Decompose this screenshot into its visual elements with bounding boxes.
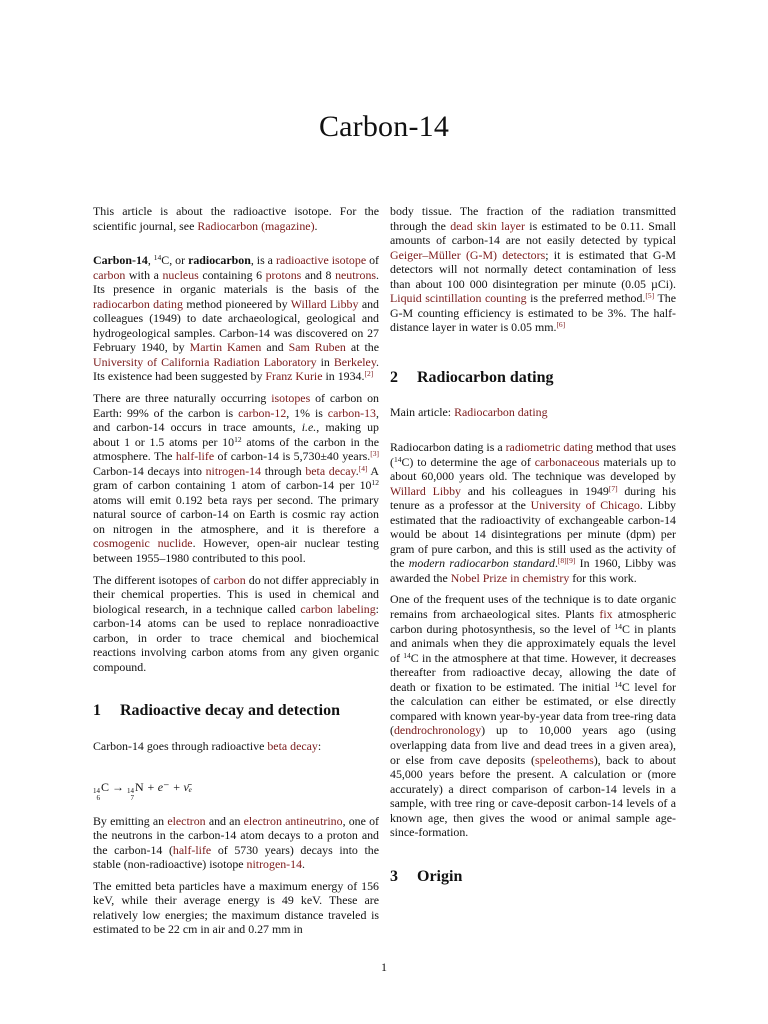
link-uc-radiation-lab[interactable]: University of California Radiation Laboratory [93,354,317,369]
link-nitrogen-14[interactable]: nitrogen-14 [205,463,262,478]
link-carbon-12[interactable]: carbon-12 [238,405,287,420]
dating-paragraph: Radiocarbon dating is a radiometric dating method that uses ($^{14}$C) to determine the age of carbonaceous materials up to about 60,000 years old. The technique was developed by Willard Libby and his colleagues in 1949[7] during his tenure as a professor at the University of Chicago. Libby estimated that the radioactivity of exchangeable carbon-14 would be about 14 disintegrations per minute (dpm) per gram of pure carbon, and this is still used as the activity of the modern radiocarbon standard.[8][9] In 1960, Libby was awarded the Nobel Prize in chemistry for this work. [390,440,677,585]
ref-3[interactable]: [3] [370,449,379,459]
detection-paragraph: body tissue. The fraction of the radiation transmitted through the dead skin layer is estimated to be 0.11. Small amounts of carbon-14 are not easily detected by typical Geiger–Müller (G-M) detectors; it is estimated that G-M detectors will not normally detect contamination of less than about 100 000 disintegration per minute (0.05 µCi). Liquid scintillation counting is the preferred method.[5] The G-M counting efficiency is estimated to be 3%. The half-distance layer in water is 0.05 mm.[6] [390,204,677,335]
link-carbon-labeling[interactable]: carbon labeling [300,601,376,616]
link-speleothems[interactable]: speleothems [534,752,594,767]
link-carbon[interactable]: carbon [93,267,126,282]
link-nitrogen-14-2[interactable]: nitrogen-14 [246,857,303,872]
link-isotopes[interactable]: isotopes [271,391,311,406]
ref-8[interactable]: [8] [557,556,567,566]
link-radiocarbon-magazine[interactable]: Radiocarbon (magazine) [197,218,315,233]
ref-4[interactable]: [4] [358,463,368,473]
link-carbon-2[interactable]: carbon [213,572,246,587]
link-sam-ruben[interactable]: Sam Ruben [288,340,346,355]
link-cosmogenic-nuclide[interactable]: cosmogenic nuclide [93,536,193,551]
link-fix[interactable]: fix [599,607,613,622]
link-carbonaceous[interactable]: carbonaceous [534,454,600,469]
link-liquid-scintillation[interactable]: Liquid scintillation counting [390,291,527,306]
link-protons[interactable]: protons [265,267,302,282]
ref-6[interactable]: [6] [556,320,566,330]
labeling-paragraph: The different isotopes of carbon do not differ appreciably in their chemical properties. This is used in chemical and biological research, in a technique called carbon labeling: carbon-14 atoms can be used to replace nonradioactive carbon, in order to trace chemical and biochemical reactions involving carbon atoms from any given organic compound. [93,572,379,674]
link-nucleus[interactable]: nucleus [162,267,199,282]
emission-paragraph: By emitting an electron and an electron antineutrino, one of the neutrons in the carbon-14 atom decays to a proton and the carbon-14 (half-life of 5730 years) decays into the stable (non-radioactive) isotope nitrogen-14. [93,813,379,872]
link-electron-antineutrino[interactable]: electron antineutrino [243,813,343,828]
hatnote: This article is about the radioactive isotope. For the scientific journal, see Radiocarbon (magazine). [93,204,379,233]
link-electron[interactable]: electron [167,813,206,828]
link-carbon-13[interactable]: carbon-13 [327,405,376,420]
left-column [93,204,379,944]
section-1-heading: 1 Radioactive decay and detection [93,702,340,720]
link-berkeley[interactable]: Berkeley [333,354,377,369]
ref-5[interactable]: [5] [645,291,655,301]
intro-paragraph: Carbon-14, $^{14}$C, or radiocarbon, is a radioactive isotope of carbon with a nucleus containing 6 protons and 8 neutrons. Its presence in organic materials is the basis of the radiocarbon dating method pioneered by Willard Libby and colleagues (1949) to date archaeological, geological and hydrogeological samples. Carbon-14 was discovered on 27 February 1940, by Martin Kamen and Sam Ruben at the University of California Radiation Laboratory in Berkeley. Its existence had been suggested by Franz Kurie in 1934.[2] [93,253,379,384]
link-univ-chicago[interactable]: University of Chicago [530,498,640,513]
link-nobel-chemistry[interactable]: Nobel Prize in chemistry [450,570,570,585]
link-radiometric-dating[interactable]: radiometric dating [505,440,594,455]
page-title: Carbon-14 [318,110,450,143]
link-willard-libby[interactable]: Willard Libby [290,296,359,311]
energy-paragraph: The emitted beta particles have a maximum energy of 156 keV, while their average energy is 49 keV. These are relatively low energies; the maximum distance traveled is estimated to be 22 cm in air and 0.27 mm in [93,878,379,937]
link-neutrons[interactable]: neutrons [335,267,377,282]
decay-formula: 14 6 C → 14 7 N + e⁻ + ν̄ₑ [93,779,193,802]
link-franz-kurie[interactable]: Franz Kurie [265,369,323,384]
ref-2[interactable]: [2] [364,369,374,379]
link-martin-kamen[interactable]: Martin Kamen [189,340,262,355]
link-dead-skin-layer[interactable]: dead skin layer [450,218,525,233]
ref-9[interactable]: [9] [566,556,576,566]
isotopes-paragraph: There are three naturally occurring isotopes of carbon on Earth: 99% of the carbon is carbon-12, 1% is carbon-13, and carbon-14 occurs in trace amounts, i.e., making up about 1 or 1.5 atoms per $10^{12}$ atoms of the carbon in the atmosphere. The half-life of carbon-14 is 5,730±40 years.[3] Carbon-14 decays into nitrogen-14 through beta decay.[4] A gram of carbon containing 1 atom of carbon-14 per $10^{12}$ atoms will emit 0.192 beta rays per second. The primary natural source of carbon-14 on Earth is cosmic ray action on nitrogen in the atmosphere, and it is therefore a cosmogenic nuclide. However, open-air nuclear testing between 1955–1980 contributed to this pool. [93,391,380,566]
link-beta-decay-2[interactable]: beta decay [267,738,318,753]
main-article-note: Main article: Radiocarbon dating [390,405,548,420]
link-beta-decay[interactable]: beta decay [305,463,356,478]
link-willard-libby-2[interactable]: Willard Libby [390,483,461,498]
link-radiocarbon-dating[interactable]: radiocarbon dating [93,296,183,311]
technique-paragraph: One of the frequent uses of the technique is to date organic remains from archaeological sites. Plants fix atmospheric carbon during photosynthesis, so the level of $^{14}$C in plants and animals when they die approximately equals the level of $^{14}$C in the atmosphere at that time. However, it decreases thereafter from radioactive decay, allowing the date of death or fixation to be estimated. The initial $^{14}$C level for the calculation can either be estimated, or else directly compared with known year-by-year data from tree-ring data (dendrochronology) up to 10,000 years ago (using overlapping data from live and dead trees in a given area), or else from cave deposits (speleothems), back to about 45,000 years before the present. A calculation or (more accurately) a direct comparison of carbon-14 levels in a sample, with tree ring or cave-deposit carbon-14 levels of a known age, then gives the wood or animal sample age-since-formation. [390,592,677,840]
right-column [390,204,676,904]
link-radioactive-isotope[interactable]: radioactive isotope [275,253,367,268]
ref-7[interactable]: [7] [608,483,618,493]
decay-intro: Carbon-14 goes through radioactive beta decay: [93,738,322,753]
link-half-life-2[interactable]: half-life [172,842,212,857]
link-radiocarbon-dating-main[interactable]: Radiocarbon dating [454,405,548,420]
link-dendrochronology[interactable]: dendrochronology [393,723,482,738]
link-gm-detectors[interactable]: Geiger–Müller (G-M) detectors [390,247,546,262]
section-2-heading: 2 Radiocarbon dating [390,368,554,386]
page-number: 1 [381,960,387,974]
section-3-heading: 3 Origin [390,867,463,885]
link-half-life[interactable]: half-life [175,449,215,464]
